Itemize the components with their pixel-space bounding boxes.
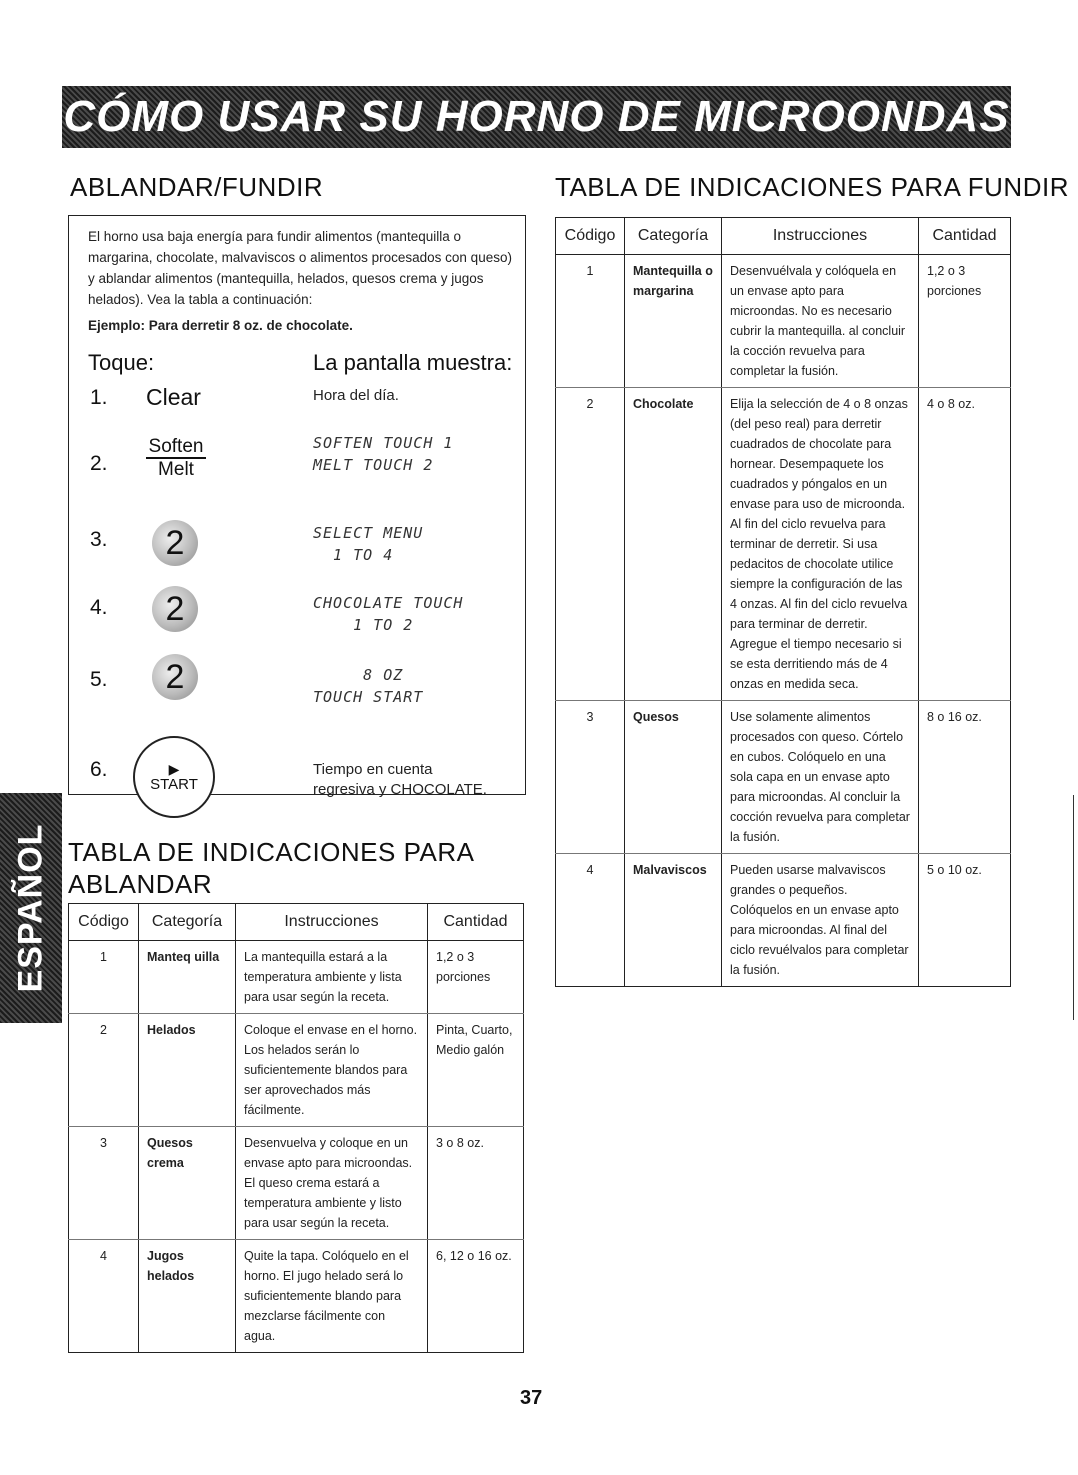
melt-table — [555, 217, 1011, 987]
amount-cell: 5 o 10 oz. — [919, 854, 1011, 987]
amount-cell: 4 o 8 oz. — [919, 388, 1011, 701]
step-display: SELECT MENU 1 TO 4 — [313, 524, 424, 564]
code-cell: 1 — [69, 941, 139, 1014]
step-display: Hora del día. — [313, 387, 399, 404]
col-header-category: Categoría — [139, 904, 236, 941]
clear-key[interactable]: Clear — [146, 384, 201, 410]
step-number: 3. — [90, 528, 108, 551]
table-row — [69, 1014, 524, 1127]
number-key-2[interactable]: 2 — [152, 586, 198, 632]
page-banner — [62, 86, 1011, 148]
step-number: 6. — [90, 758, 108, 781]
example-text: Ejemplo: Para derretir 8 oz. de chocolate. — [88, 318, 353, 333]
category-cell: Helados — [139, 1014, 236, 1127]
col-header-instructions: Instrucciones — [236, 904, 428, 941]
melt-key-label: Melt — [158, 459, 194, 480]
melt-table-heading: TABLA DE INDICACIONES PARA FUNDIR — [555, 172, 1069, 202]
col-header-amount: Cantidad — [919, 218, 1011, 255]
soften-intro-text: El horno usa baja energía para fundir alimentos (mantequilla o margarina, chocolate, malvaviscos o alimentos procesados con queso) y ablandar alimentos (mantequilla, helados, quesos crema y jugos helados). Vea la tabla a continuación: — [88, 229, 512, 307]
table-row — [69, 941, 524, 1014]
instructions-cell: Use solamente alimentos procesados con queso. Córtelo en cubos. Colóquelo en una sola capa en un envase apto para microondas. Al concluir la cocción revuelva para completar la fusión. — [722, 701, 919, 854]
table-row — [69, 1240, 524, 1353]
instructions-cell: Coloque el envase en el horno. Los helados serán lo suficientemente blandos para ser aprovechados más fácilmente. — [236, 1014, 428, 1127]
step-display: SOFTEN TOUCH 1 MELT TOUCH 2 — [313, 434, 454, 474]
amount-cell: 1,2 o 3 porciones — [919, 255, 1011, 388]
code-cell: 3 — [556, 701, 625, 854]
table-row — [69, 1127, 524, 1240]
instructions-cell: Desenvuelva y coloque en un envase apto para microondas. El queso crema estará a temperatura ambiente y listo para usar según la receta. — [236, 1127, 428, 1240]
banner-title: CÓMO USAR SU HORNO DE MICROONDAS — [63, 92, 1010, 141]
step-number: 5. — [90, 668, 108, 691]
step-display: 8 OZ TOUCH START — [313, 666, 424, 706]
instructions-cell: Pueden usarse malvaviscos grandes o pequeños. Colóquelos en un envase apto para microondas. Al final del ciclo revuélvalos para completar la fusión. — [722, 854, 919, 987]
category-cell: Mantequilla o margarina — [625, 255, 722, 388]
col-header-amount: Cantidad — [428, 904, 524, 941]
col-header-code: Código — [556, 218, 625, 255]
code-cell: 2 — [69, 1014, 139, 1127]
amount-cell: 3 o 8 oz. — [428, 1127, 524, 1240]
col-header-category: Categoría — [625, 218, 722, 255]
instructions-cell: Desenvuélvala y colóquela en un envase apto para microondas. No es necesario cubrir la mantequilla. al concluir la cocción revuelva para completar la fusión. — [722, 255, 919, 388]
amount-cell: 1,2 o 3 porciones — [428, 941, 524, 1014]
code-cell: 2 — [556, 388, 625, 701]
step-display: CHOCOLATE TOUCH 1 TO 2 — [313, 594, 464, 634]
category-cell: Quesos crema — [139, 1127, 236, 1240]
number-key-2[interactable]: 2 — [152, 654, 198, 700]
col-header-instructions: Instrucciones — [722, 218, 919, 255]
start-button[interactable] — [133, 736, 215, 818]
margin-rule — [1073, 795, 1074, 1020]
instructions-cell: Elija la selección de 4 o 8 onzas (del peso real) para derretir cuadrados de chocolate para hornear. Desempaquete los cuadrados y póngalos en un envase para uso de microonda. Al fin del ciclo revuelva para terminar de derretir. Si usa pedacitos de chocolate utilice siempre la configuración de las 4 onzas. Al fin del ciclo revuelva para terminar de derretir. Agregue el tiempo necesario si se esta derritiendo más de 4 onzas en medida seca. — [722, 388, 919, 701]
code-cell: 3 — [69, 1127, 139, 1240]
instructions-cell: Quite la tapa. Colóquelo en el horno. El jugo helado será lo suficientemente blando para mezclarse fácilmente con agua. — [236, 1240, 428, 1353]
soften-table-heading-line1: TABLA DE INDICACIONES PARA — [68, 837, 475, 867]
code-cell: 4 — [69, 1240, 139, 1353]
side-tab-label: ESPAÑOL — [11, 823, 50, 993]
play-icon: ▶ — [168, 760, 180, 777]
category-cell: Jugos helados — [139, 1240, 236, 1353]
code-cell: 4 — [556, 854, 625, 987]
instructions-cell: La mantequilla estará a la temperatura ambiente y lista para usar según la receta. — [236, 941, 428, 1014]
soften-melt-key[interactable] — [146, 436, 206, 480]
table-row — [556, 388, 1011, 701]
table-row — [556, 701, 1011, 854]
category-cell: Malvaviscos — [625, 854, 722, 987]
amount-cell: Pinta, Cuarto, Medio galón — [428, 1014, 524, 1127]
start-button-label: START — [150, 775, 198, 793]
amount-cell: 8 o 16 oz. — [919, 701, 1011, 854]
category-cell: Chocolate — [625, 388, 722, 701]
soften-table-heading-line2: ABLANDAR — [68, 869, 213, 899]
step-number: 1. — [90, 386, 108, 409]
soften-key-label: Soften — [146, 436, 206, 459]
soften-table-heading — [68, 836, 474, 900]
language-side-tab — [0, 793, 62, 1023]
table-row — [556, 255, 1011, 388]
display-label: La pantalla muestra: — [313, 350, 513, 375]
col-header-code: Código — [69, 904, 139, 941]
step-display: Tiempo en cuenta regresiva y CHOCOLATE. — [313, 761, 487, 798]
soften-table — [68, 903, 524, 1353]
soften-melt-heading: ABLANDAR/FUNDIR — [70, 172, 324, 202]
number-key-2[interactable]: 2 — [152, 520, 198, 566]
category-cell: Manteq uilla — [139, 941, 236, 1014]
table-row — [556, 854, 1011, 987]
step-number: 2. — [90, 452, 108, 475]
amount-cell: 6, 12 o 16 oz. — [428, 1240, 524, 1353]
code-cell: 1 — [556, 255, 625, 388]
category-cell: Quesos — [625, 701, 722, 854]
touch-label: Toque: — [88, 350, 155, 375]
page-number: 37 — [520, 1387, 543, 1409]
step-number: 4. — [90, 596, 108, 619]
